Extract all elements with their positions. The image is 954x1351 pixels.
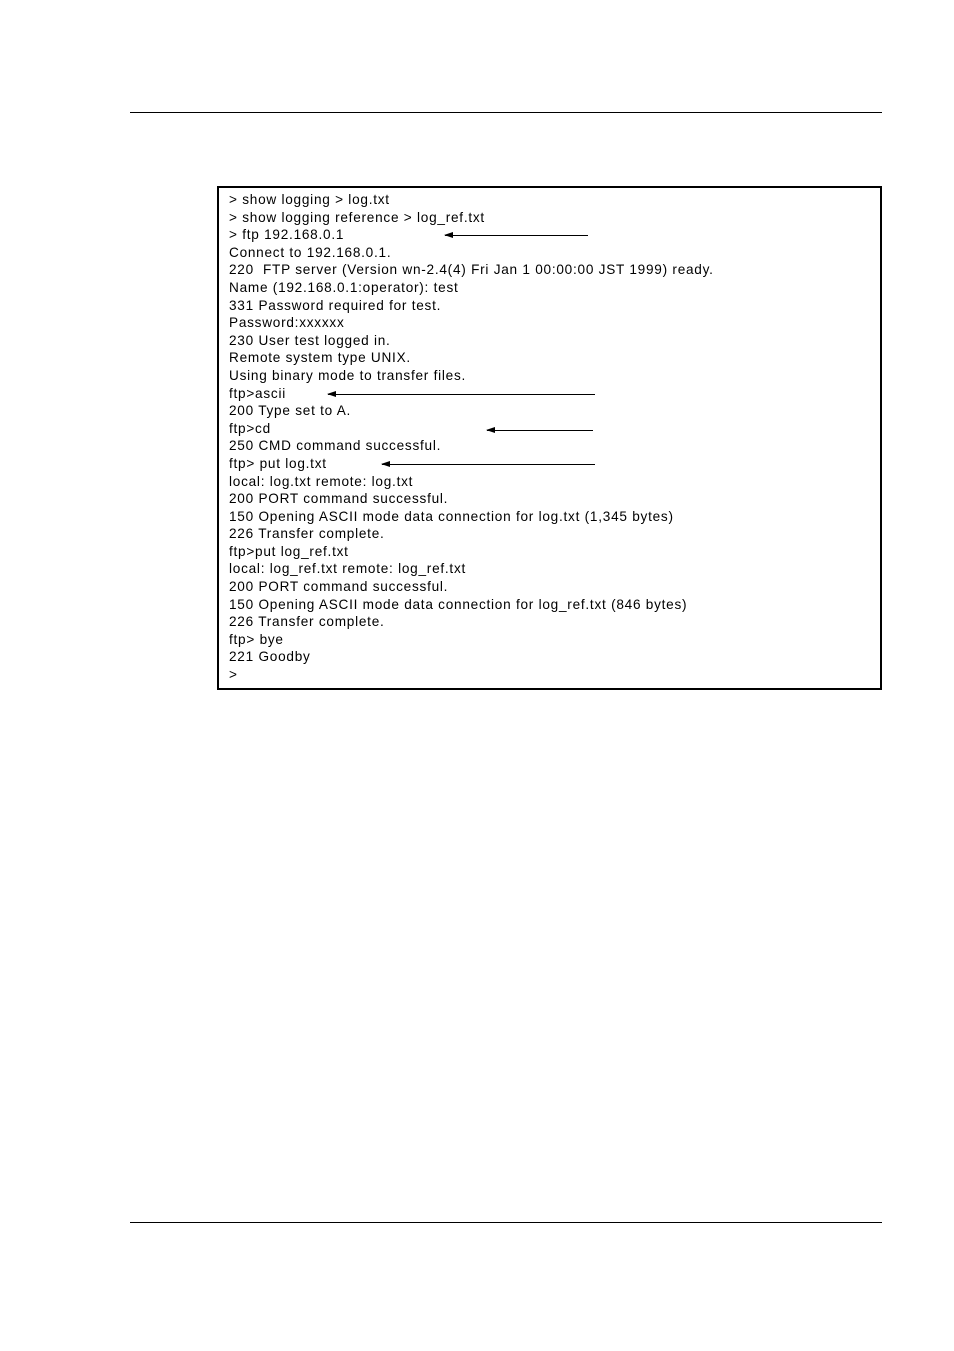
terminal-line: 200 PORT command successful. — [229, 491, 449, 507]
terminal-line: 230 User test logged in. — [229, 332, 391, 348]
terminal-line: > — [229, 667, 238, 683]
arrow-ascii — [328, 394, 595, 395]
terminal-line: local: log_ref.txt remote: log_ref.txt — [229, 561, 467, 577]
terminal-line: Name (192.168.0.1:operator): test — [229, 279, 459, 295]
terminal-line: Remote system type UNIX. — [229, 350, 411, 366]
terminal-line: ftp> put log.txt — [229, 455, 327, 471]
terminal-example-box — [217, 186, 882, 690]
terminal-line: 150 Opening ASCII mode data connection for log_ref.txt (846 bytes) — [229, 596, 688, 612]
terminal-line: 200 Type set to A. — [229, 403, 352, 419]
terminal-line: ftp>cd — [229, 420, 271, 436]
arrow-ftp-connect — [445, 235, 588, 236]
arrow-left-icon — [381, 461, 390, 467]
terminal-line: > show logging > log.txt — [229, 192, 390, 207]
arrow-left-icon — [444, 232, 453, 238]
terminal-line: ftp>put log_ref.txt — [229, 543, 349, 559]
terminal-line: 200 PORT command successful. — [229, 579, 449, 595]
terminal-line: 250 CMD command successful. — [229, 438, 442, 454]
terminal-line: 226 Transfer complete. — [229, 526, 385, 542]
terminal-line: ftp>ascii — [229, 385, 286, 401]
terminal-line: 221 Goodby — [229, 649, 311, 665]
terminal-line: > ftp 192.168.0.1 — [229, 227, 345, 243]
terminal-line: > show logging reference > log_ref.txt — [229, 209, 485, 225]
terminal-line: Using binary mode to transfer files. — [229, 367, 467, 383]
arrow-put-log — [382, 464, 595, 465]
terminal-line: local: log.txt remote: log.txt — [229, 473, 414, 489]
arrow-cd — [487, 430, 593, 431]
terminal-line: ftp> bye — [229, 631, 284, 647]
terminal-line: Connect to 192.168.0.1. — [229, 244, 392, 260]
terminal-line: 220 FTP server (Version wn-2.4(4) Fri Jan 1 00:00:00 JST 1999) ready. — [229, 262, 714, 278]
terminal-line: 226 Transfer complete. — [229, 614, 385, 630]
terminal-line: Password:xxxxxx — [229, 315, 345, 331]
terminal-output — [229, 191, 714, 684]
arrow-left-icon — [486, 427, 495, 433]
header-rule — [130, 112, 882, 113]
arrow-left-icon — [327, 391, 336, 397]
terminal-line: 331 Password required for test. — [229, 297, 442, 313]
terminal-line: 150 Opening ASCII mode data connection for log.txt (1,345 bytes) — [229, 508, 674, 524]
footer-rule — [130, 1222, 882, 1223]
